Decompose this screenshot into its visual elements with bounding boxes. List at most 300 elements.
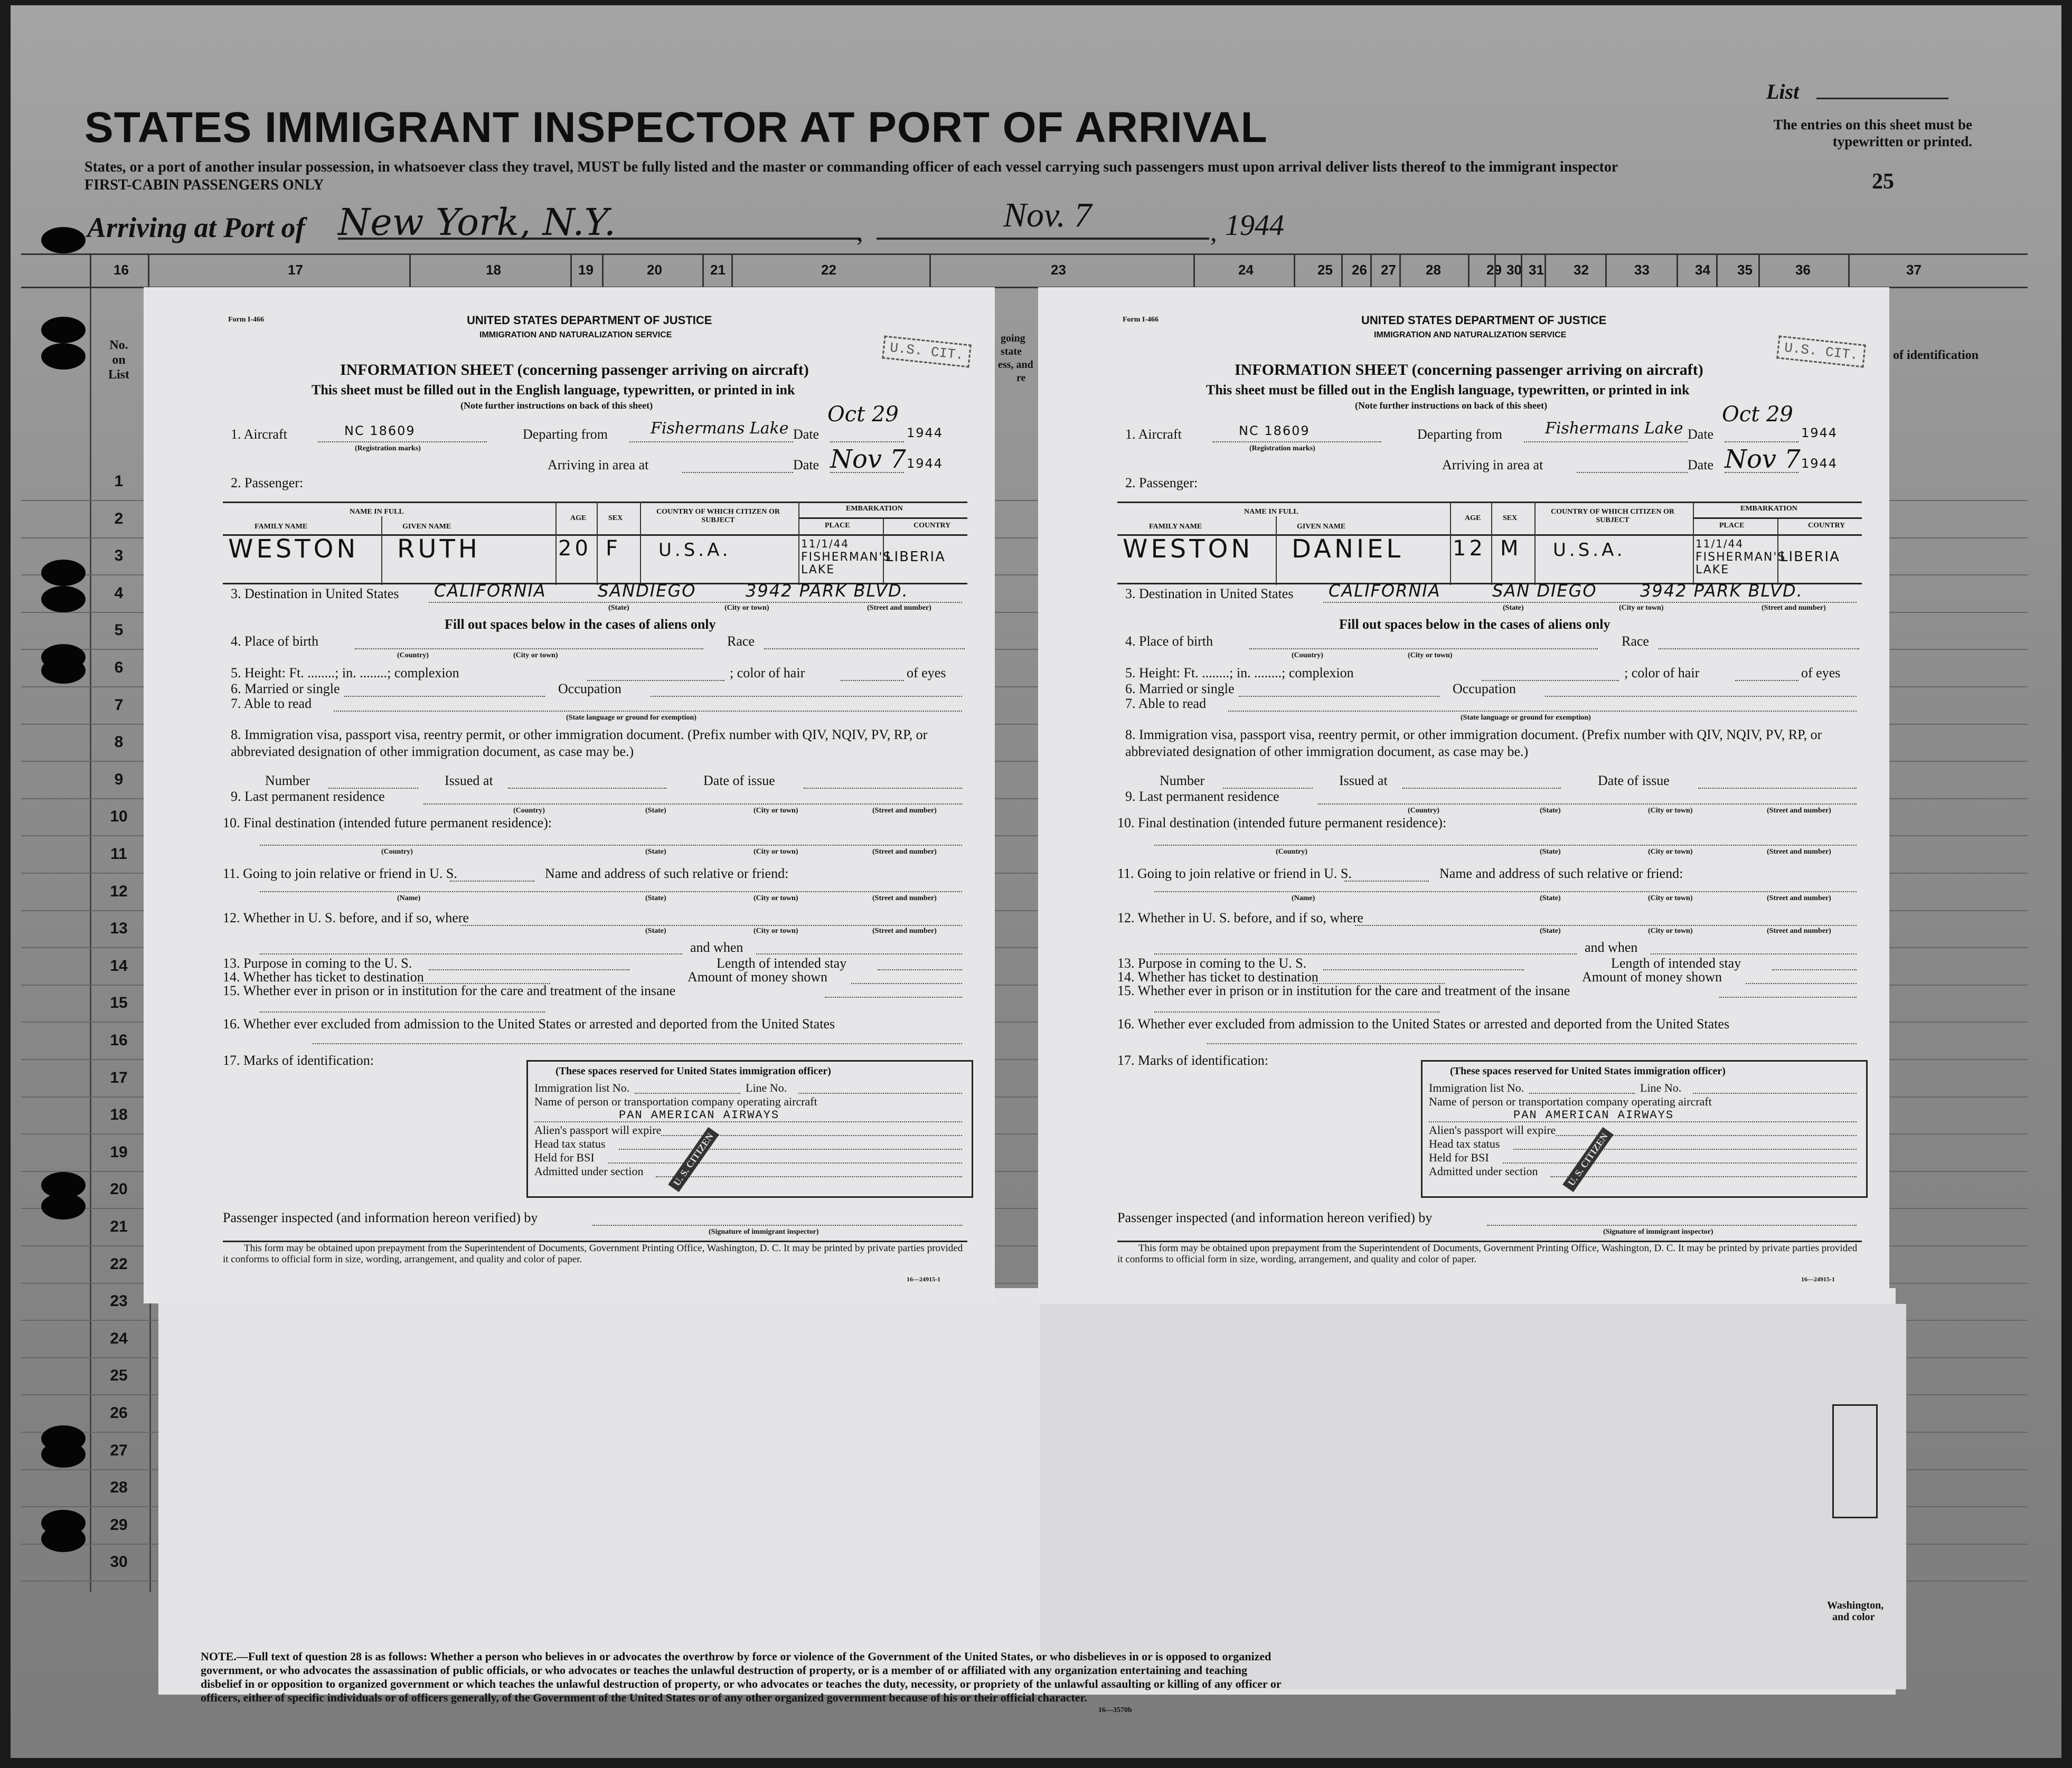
column-number: 18 [486, 262, 501, 278]
form-line [629, 441, 793, 442]
place-header: PLACE [825, 522, 850, 530]
place-header: PLACE [1719, 522, 1745, 530]
family-name-header: FAMILY NAME [1149, 523, 1202, 531]
form-left [144, 287, 995, 1303]
q11-label: 11. Going to join relative or friend in U. S. [1117, 866, 1352, 881]
form-line [1735, 680, 1798, 681]
form-line [1524, 441, 1688, 442]
form-line [534, 1121, 962, 1122]
form-line [1698, 788, 1857, 789]
column-divider [1193, 253, 1195, 288]
q3-label: 3. Destination in United States [1125, 586, 1294, 601]
column-number: 33 [1634, 262, 1650, 278]
column-number: 19 [578, 262, 594, 278]
form-line [1355, 925, 1857, 926]
name-in-full-header: NAME IN FULL [350, 508, 404, 516]
state-caption: (State) [645, 927, 666, 935]
column-number: 26 [1352, 262, 1367, 278]
q5-label: 5. Height: Ft. ........; in. ........; complexion [231, 665, 459, 680]
information-sheet-ruth [144, 287, 995, 1303]
city-caption: (City or town) [1619, 604, 1664, 612]
city-caption: (City or town) [1648, 894, 1693, 902]
table-divider [1276, 516, 1277, 585]
arriving-year: 1944 [1225, 209, 1284, 242]
form-line [1693, 517, 1862, 519]
form-line [334, 711, 962, 712]
q17-label: 17. Marks of identification: [1117, 1053, 1268, 1068]
embarkation-date-value: 11/1/44 [801, 537, 850, 550]
country-header: COUNTRY [1808, 522, 1845, 530]
q16-label: 16. Whether ever excluded from admission to the United States or arrested and deported from the United States [223, 1016, 835, 1032]
form-line [635, 1093, 740, 1094]
city-caption: (City or town) [754, 894, 798, 902]
q15-label: 15. Whether ever in prison or in institution for the care and treatment of the insane [223, 983, 676, 998]
row-number: 14 [110, 957, 128, 975]
row-number: 19 [110, 1143, 128, 1161]
row-number: 2 [114, 509, 124, 527]
departure-year: 1944 [1801, 426, 1838, 440]
signature-caption: (Signature of immigrant inspector) [1603, 1228, 1713, 1236]
punch-hole [41, 657, 86, 684]
state-caption: (State) [645, 807, 666, 815]
q6-label: 6. Married or single [231, 681, 340, 696]
age-value: 12 [1453, 536, 1486, 561]
reserved-caption: (These spaces reserved for United States immigration officer) [1450, 1065, 1726, 1077]
going-fragment: going [1001, 333, 1025, 344]
table-divider [798, 502, 799, 585]
row-number: 26 [110, 1404, 128, 1422]
column-divider [929, 253, 931, 288]
form-line [1719, 997, 1857, 998]
q17-label: 17. Marks of identification: [223, 1053, 374, 1068]
column-divider [409, 253, 411, 288]
q5-hair: ; color of hair [1624, 665, 1700, 680]
q7-note: (State language or ground for exemption) [566, 714, 696, 722]
row-number: 20 [110, 1180, 128, 1198]
note-text: NOTE.—Full text of question 28 is as follows: Whether a person who believes in or advocates the overthrow by force or violence of the Government of the United States, or who disbelieves in or is opposed to organized government, or who advocates the assassination of public officials, or who advocates or teaches the unlawful destruction of property, or is a member of or affiliated with any organization entertaining and teaching disbelief in or opposition to organized government or which teaches the unlawful destruction of property, or who advocates or teaches the duty, necessity, or propriety of the unlawful assaulting or killing of any officer or officers, either of specific individuals or of officers generally, of the Government of the United States or of any other organized government because of his or their official character. [201, 1650, 1282, 1704]
q14-label: 14. Whether has ticket to destination [223, 969, 424, 985]
q13-label: 13. Purpose in coming to the U. S. [1117, 956, 1307, 971]
q7-label: 7. Able to read [231, 696, 312, 711]
footer-text: This form may be obtained upon prepayment from the Superintendent of Documents, Government Printing Office, Washington, D. C. It may be printed by private parties provided it conforms to official form in size, wording, arrangement, and quality and color of paper. [223, 1243, 963, 1265]
departure-year: 1944 [907, 426, 944, 440]
age-value: 20 [558, 536, 591, 561]
column-number: 37 [1906, 262, 1922, 278]
entries-note: The entries on this sheet must be typewritten or printed. [1773, 117, 1972, 149]
row-number: 3 [114, 547, 124, 565]
instruction-note: (Note further instructions on back of this sheet) [460, 400, 653, 411]
row-number: 28 [110, 1479, 128, 1497]
q14-money: Amount of money shown [687, 969, 828, 985]
row-number: 22 [110, 1255, 128, 1273]
embarkation-header: EMBARKATION [846, 505, 903, 513]
ess-fragment: ess, and [998, 359, 1033, 371]
column-divider [1544, 253, 1546, 288]
arriving-date: Nov. 7 [1003, 196, 1092, 234]
row-number: 4 [114, 584, 124, 602]
name-in-full-header: NAME IN FULL [1244, 508, 1298, 516]
city-caption: (City or town) [754, 807, 798, 815]
state-caption: (State) [608, 604, 629, 612]
admitted-label: Admitted under section [534, 1165, 644, 1178]
state-fragment: state [1001, 346, 1022, 357]
head-tax-label: Head tax status [1429, 1137, 1500, 1150]
race-label: Race [727, 634, 755, 649]
arriving-in-label: Arriving in area at [1442, 457, 1543, 472]
column-divider [1605, 253, 1607, 288]
aircraft-value: NC 18609 [344, 423, 416, 438]
note-code: 16—3570b [1098, 1706, 1132, 1714]
q3-label: 3. Destination in United States [231, 586, 399, 601]
q9-label: 9. Last permanent residence [1125, 789, 1279, 804]
manifest-subtitle-line1: States, or a port of another insular possession, in whatsoever class they travel, MUST be fully listed and the master or commanding officer of each vessel carrying such passengers must upon arrival deliver lists thereof to the immigrant inspector [84, 159, 1618, 175]
form-line [1550, 1176, 1857, 1177]
citizen-value: U.S.A. [1553, 540, 1626, 561]
departure-date: Oct 29 [1722, 402, 1793, 427]
aliens-only-note: Fill out spaces below in the cases of aliens only [1339, 617, 1610, 632]
department-name: UNITED STATES DEPARTMENT OF JUSTICE [467, 314, 712, 327]
form-line [1323, 969, 1524, 970]
form-line [878, 969, 962, 970]
sex-header: SEX [608, 514, 623, 522]
table-divider [1693, 502, 1694, 585]
form-line [851, 983, 962, 984]
embarkation-country-value: LIBERIA [1780, 549, 1840, 565]
form-line [450, 881, 534, 882]
form-line [764, 648, 965, 649]
column-number: 34 [1695, 262, 1710, 278]
passport-expire-label: Alien's passport will expire [1429, 1123, 1556, 1137]
form-line [1207, 1043, 1857, 1044]
form-line [804, 788, 962, 789]
given-name-header: GIVEN NAME [1297, 523, 1346, 531]
form-title: INFORMATION SHEET (concerning passenger arriving on aircraft) [1235, 361, 1703, 379]
age-header: AGE [570, 514, 587, 522]
underlying-box [1832, 1404, 1878, 1518]
column-divider [90, 253, 91, 288]
departure-date: Oct 29 [827, 402, 899, 427]
manifest-subtitle-line2: FIRST-CABIN PASSENGERS ONLY [84, 177, 324, 193]
row-header: No. on List [108, 338, 129, 382]
form-line [798, 1093, 962, 1094]
given-name-header: GIVEN NAME [402, 523, 451, 531]
form-line [318, 441, 487, 442]
immigration-list-label: Immigration list No. [1429, 1081, 1524, 1094]
row-number: 21 [110, 1218, 128, 1235]
head-tax-label: Head tax status [534, 1137, 606, 1150]
date-label: Date [793, 427, 820, 442]
arrival-year: 1944 [907, 456, 944, 471]
embarkation-country-value: LIBERIA [886, 549, 946, 565]
citizen-diagonal-stamp: U. S. CITIZEN [1562, 1127, 1614, 1192]
column-number: 16 [114, 262, 129, 278]
punch-hole [41, 1193, 86, 1219]
immigration-list-label: Immigration list No. [534, 1081, 630, 1094]
column-number: 24 [1238, 262, 1254, 278]
manifest-subtitle [84, 158, 1642, 194]
city-caption: (City or town) [513, 651, 558, 659]
form-line [423, 803, 962, 805]
form-line [825, 997, 962, 998]
column-number: 36 [1795, 262, 1811, 278]
embarkation-header: EMBARKATION [1740, 505, 1797, 513]
column-number: 30 [1506, 262, 1522, 278]
inspected-label: Passenger inspected (and information hereon verified) by [1117, 1210, 1433, 1225]
column-divider [1468, 253, 1470, 288]
column-number: 28 [1426, 262, 1441, 278]
country-caption: (Country) [397, 651, 429, 659]
state-caption: (State) [1503, 604, 1524, 612]
arriving-in-label: Arriving in area at [548, 457, 649, 472]
street-caption: (Street and number) [1767, 848, 1831, 856]
q10-label: 10. Final destination (intended future permanent residence): [223, 815, 552, 830]
underlying-sheet-right [1040, 1304, 1906, 1689]
arrival-year: 1944 [1801, 456, 1838, 471]
country-caption: (Country) [1276, 848, 1307, 856]
occupation-label: Occupation [1453, 681, 1516, 696]
form-line [1545, 696, 1857, 697]
street-caption: (Street and number) [1762, 604, 1826, 612]
row-number: 17 [110, 1069, 128, 1086]
form-line [1154, 953, 1577, 954]
admitted-label: Admitted under section [1429, 1165, 1538, 1178]
form-line [1402, 788, 1561, 789]
q11-name-label: Name and address of such relative or friend: [1439, 866, 1683, 881]
form-line [260, 1011, 545, 1013]
row-number: 12 [110, 882, 128, 900]
q5-eyes: of eyes [907, 665, 946, 680]
street-caption: (Street and number) [867, 604, 931, 612]
form-line [619, 1149, 962, 1150]
service-name: IMMIGRATION AND NATURALIZATION SERVICE [1374, 330, 1567, 339]
date-label: Date [1688, 427, 1714, 442]
form-line [223, 502, 967, 503]
table-divider [555, 502, 557, 585]
row-number: 27 [110, 1441, 128, 1459]
destination-street: 3942 PARK BLVD. [1640, 581, 1803, 601]
city-caption: (City or town) [1648, 927, 1693, 935]
form-line [1487, 1225, 1857, 1226]
departing-value: Fishermans Lake [1545, 419, 1683, 438]
street-caption: (Street and number) [872, 894, 937, 902]
form-line [313, 1043, 962, 1044]
date-of-issue-label: Date of issue [1598, 773, 1670, 788]
form-line [830, 441, 904, 442]
q5-label: 5. Height: Ft. ........; in. ........; complexion [1125, 665, 1354, 680]
punch-hole [41, 317, 86, 343]
column-divider [1521, 253, 1522, 288]
q4-label: 4. Place of birth [231, 634, 319, 649]
date-of-issue-label: Date of issue [703, 773, 775, 788]
column-number: 29 [1486, 262, 1502, 278]
q13-length: Length of intended stay [717, 956, 847, 971]
re-fragment: re [1016, 372, 1026, 384]
row-number: 23 [110, 1292, 128, 1310]
registration-note: (Registration marks) [1249, 445, 1315, 452]
punch-hole [41, 586, 86, 612]
state-caption: (State) [1540, 807, 1561, 815]
column-number: 31 [1529, 262, 1544, 278]
service-name: IMMIGRATION AND NATURALIZATION SERVICE [479, 330, 672, 339]
q14-label: 14. Whether has ticket to destination [1117, 969, 1318, 985]
street-caption: (Street and number) [1767, 807, 1831, 815]
date-label: Date [1688, 457, 1714, 472]
city-caption: (City or town) [724, 604, 769, 612]
state-caption: (State) [645, 848, 666, 856]
column-divider [148, 253, 149, 288]
arriving-line [877, 238, 1209, 240]
arrival-date: Nov 7 [1725, 445, 1801, 474]
column-header-strip [21, 253, 2028, 288]
form-line [1651, 953, 1857, 954]
street-caption: (Street and number) [1767, 894, 1831, 902]
table-divider [640, 502, 641, 585]
date-label: Date [793, 457, 820, 472]
destination-state: CALIFORNIA [434, 581, 547, 601]
country-caption: (Country) [1292, 651, 1323, 659]
occupation-label: Occupation [558, 681, 621, 696]
citizen-header: COUNTRY OF WHICH CITIZEN OR SUBJECT [656, 508, 780, 524]
row-number: 13 [110, 920, 128, 938]
family-name-header: FAMILY NAME [255, 523, 308, 531]
form-line [1725, 441, 1798, 442]
q5-hair: ; color of hair [730, 665, 805, 680]
column-number: 21 [710, 262, 726, 278]
form-line [1318, 803, 1857, 805]
q6-label: 6. Married or single [1125, 681, 1235, 696]
q9-label: 9. Last permanent residence [231, 789, 385, 804]
reserved-caption: (These spaces reserved for United States immigration officer) [555, 1065, 831, 1077]
row-number: 7 [114, 696, 124, 714]
row-number: 1 [114, 472, 124, 490]
family-name-value: WESTON [228, 534, 359, 564]
destination-street: 3942 PARK BLVD. [746, 581, 909, 601]
row-number: 29 [110, 1516, 128, 1534]
form-line [592, 1225, 962, 1226]
q4-label: 4. Place of birth [1125, 634, 1213, 649]
q16-label: 16. Whether ever excluded from admission to the United States or arrested and deported from the United States [1117, 1016, 1730, 1032]
aliens-only-note: Fill out spaces below in the cases of aliens only [445, 617, 716, 632]
row-number: 5 [114, 621, 124, 639]
and-color-fragment: and color [1832, 1611, 1875, 1623]
form-line [260, 845, 962, 846]
destination-city: SAN DIEGO [1492, 581, 1597, 601]
footer-text: This form may be obtained upon prepayment from the Superintendent of Documents, Government Printing Office, Washington, D. C. It may be printed by private parties provided it conforms to official form in size, wording, arrangement, and quality and color of paper. [1117, 1243, 1858, 1265]
form-line [355, 648, 703, 649]
street-caption: (Street and number) [872, 807, 937, 815]
country-caption: (Country) [513, 807, 545, 815]
race-label: Race [1622, 634, 1649, 649]
form-line [1529, 1093, 1635, 1094]
form-title: INFORMATION SHEET (concerning passenger arriving on aircraft) [340, 361, 809, 379]
form-line [460, 925, 962, 926]
form-line [1772, 969, 1857, 970]
form-line [508, 788, 666, 789]
instruction-line: This sheet must be filled out in the English language, typewritten, or printed in ink [312, 382, 795, 398]
q14-money: Amount of money shown [1582, 969, 1722, 985]
instruction-line: This sheet must be filled out in the English language, typewritten, or printed in ink [1206, 382, 1690, 398]
operator-label: Name of person or transportation company operating aircraft [534, 1095, 817, 1108]
country-header: COUNTRY [913, 522, 951, 530]
form-line [756, 953, 962, 954]
form-line [1344, 881, 1429, 882]
row-number: 18 [110, 1106, 128, 1124]
list-label: List [1766, 80, 1800, 103]
signature-caption: (Signature of immigrant inspector) [709, 1228, 819, 1236]
form-line [841, 680, 904, 681]
citizen-header: COUNTRY OF WHICH CITIZEN OR SUBJECT [1551, 508, 1674, 524]
operator-value: PAN AMERICAN AIRWAYS [1513, 1109, 1674, 1122]
q2-label: 2. Passenger: [1125, 475, 1198, 490]
form-line [1577, 472, 1688, 473]
name-caption: (Name) [397, 894, 421, 902]
table-divider [597, 502, 598, 585]
table-divider [1450, 502, 1451, 585]
street-caption: (Street and number) [872, 927, 937, 935]
q1-label: 1. Aircraft [231, 427, 287, 442]
form-line [1693, 1093, 1857, 1094]
embarkation-place-value: FISHERMAN'S LAKE [801, 551, 892, 576]
column-divider [1494, 253, 1496, 288]
table-divider [381, 516, 382, 585]
information-sheet-daniel [1038, 287, 1889, 1303]
column-number: 32 [1574, 262, 1589, 278]
row-number: 10 [110, 808, 128, 826]
sex-value: M [1500, 536, 1522, 561]
line-no-label: Line No. [746, 1081, 787, 1094]
form-code: 16—24915-1 [1801, 1275, 1835, 1283]
q10-label: 10. Final destination (intended future permanent residence): [1117, 815, 1447, 830]
operator-value: PAN AMERICAN AIRWAYS [619, 1109, 780, 1122]
departing-value: Fishermans Lake [651, 419, 789, 438]
operator-label: Name of person or transportation company operating aircraft [1429, 1095, 1712, 1108]
column-divider [702, 253, 704, 288]
column-divider [1294, 253, 1295, 288]
form-line [260, 953, 682, 954]
embarkation-date-value: 11/1/44 [1696, 537, 1744, 550]
city-caption: (City or town) [1648, 848, 1693, 856]
column-number: 22 [821, 262, 836, 278]
form-line [656, 1176, 962, 1177]
punch-hole [41, 560, 86, 586]
form-line [429, 602, 962, 603]
form-line [1117, 502, 1862, 503]
aircraft-value: NC 18609 [1239, 423, 1310, 438]
row-number: 9 [114, 770, 124, 788]
column-number: 17 [288, 262, 303, 278]
comma: , [856, 217, 863, 247]
city-caption: (City or town) [754, 848, 798, 856]
row-number: 6 [114, 659, 124, 676]
form-line [1249, 648, 1598, 649]
q8-label: 8. Immigration visa, passport visa, reentry permit, or other immigration document. (Prefix number with QIV, NQIV, PV, RP, or abbreviated designation of other immigration document, as case may be.) [231, 727, 928, 759]
arriving-line [338, 238, 861, 240]
column-divider [1370, 253, 1372, 288]
instruction-note: (Note further instructions on back of this sheet) [1355, 400, 1548, 411]
punch-hole [41, 1441, 86, 1468]
q12-label: 12. Whether in U. S. before, and if so, where [223, 910, 469, 925]
form-line [608, 1162, 962, 1164]
age-header: AGE [1465, 514, 1481, 522]
form-line [260, 891, 962, 892]
column-divider [1677, 253, 1678, 288]
name-caption: (Name) [1292, 894, 1315, 902]
arrival-date: Nov 7 [830, 445, 906, 474]
destination-state: CALIFORNIA [1329, 581, 1441, 601]
arriving-port: New York, N.Y. [338, 201, 616, 244]
form-right [1038, 287, 1889, 1303]
column-divider [1716, 253, 1718, 288]
